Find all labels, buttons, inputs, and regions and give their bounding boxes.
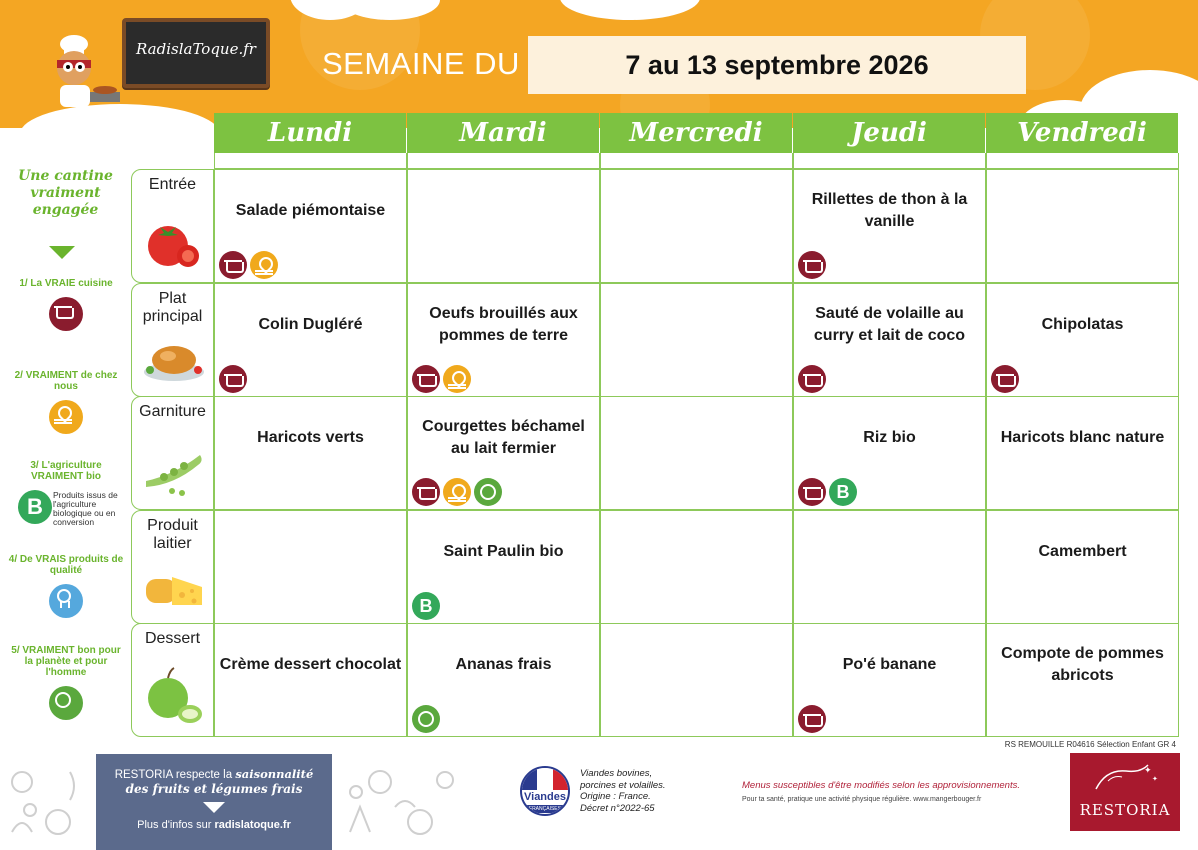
label-icons xyxy=(798,705,826,733)
menu-cell xyxy=(214,623,407,737)
menu-cell xyxy=(793,510,986,624)
local-tractor-icon xyxy=(250,251,278,279)
menu-cell xyxy=(793,396,986,510)
menu-cell xyxy=(407,510,600,624)
local-tractor-icon xyxy=(49,400,83,434)
bio-icon: B xyxy=(829,478,857,506)
logo-text: RadislaToque.fr xyxy=(136,40,256,58)
pot-icon xyxy=(219,251,247,279)
bio-icon: B xyxy=(18,490,52,524)
engagement-item-cuisine xyxy=(6,278,126,331)
menu-cell xyxy=(793,623,986,737)
engagement-label: 5/ VRAIMENT bon pour la planète et pour l'homme xyxy=(11,645,121,678)
menu-cell xyxy=(600,396,793,510)
dish-name: Compote de pommes abricots xyxy=(1001,645,1164,684)
day-header-4: Vendredi xyxy=(986,113,1178,153)
banner-text: RESTORIA respecte la xyxy=(114,769,233,781)
banner-text: Plus d'infos sur xyxy=(137,819,212,831)
day-subheader xyxy=(600,153,793,169)
category-label: Dessert xyxy=(144,630,201,647)
restoria-horse-icon xyxy=(1088,761,1162,793)
dish-name: Chipolatas xyxy=(1041,316,1124,333)
dish-name: Salade piémontaise xyxy=(235,202,386,219)
engagement-item-quality xyxy=(6,554,126,618)
local-tractor-icon xyxy=(443,365,471,393)
cheese-icon xyxy=(142,551,206,615)
menu-cell xyxy=(600,510,793,624)
dish-name: Riz bio xyxy=(863,429,916,446)
green-apple-icon xyxy=(142,664,206,728)
category-1 xyxy=(131,283,214,397)
label-icons xyxy=(991,365,1019,393)
label-icons xyxy=(798,251,826,279)
day-header-3: Jeudi xyxy=(793,113,985,153)
pot-icon xyxy=(798,478,826,506)
pot-icon xyxy=(991,365,1019,393)
vf-word: Viandes xyxy=(524,791,566,803)
pot-icon xyxy=(798,251,826,279)
menu-cell xyxy=(986,623,1179,737)
menu-cell xyxy=(600,283,793,397)
menu-cell xyxy=(214,169,407,283)
vf-line: Viandes bovines, xyxy=(580,768,653,779)
category-label: Entrée xyxy=(148,176,197,193)
banner-line-1 xyxy=(96,767,332,781)
local-tractor-icon xyxy=(443,478,471,506)
dish-name: Camembert xyxy=(1038,543,1127,560)
dish-name: Po'é banane xyxy=(842,656,937,673)
label-icons xyxy=(412,592,440,620)
viandes-francaises-logo xyxy=(520,766,570,816)
sidebar-title: Une cantine vraiment engagée xyxy=(18,168,113,218)
day-subheader xyxy=(214,153,407,169)
vf-line: porcines et volailles. xyxy=(580,779,666,791)
banner-emphasis: saisonnalité xyxy=(235,767,314,781)
svg-text:✦: ✦ xyxy=(1152,775,1158,783)
category-label: Garniture xyxy=(139,403,206,420)
engagement-label: 1/ La VRAIE cuisine xyxy=(19,278,113,289)
label-icons xyxy=(219,365,247,393)
bio-icon: B xyxy=(412,592,440,620)
sante-note: Pour ta santé, pratique une activité physique régulière. www.mangerbouger.fr xyxy=(742,796,982,803)
pot-icon xyxy=(412,478,440,506)
label-icons xyxy=(219,251,278,279)
engagement-label: 4/ De VRAIS produits de qualité xyxy=(8,554,124,576)
pot-icon xyxy=(412,365,440,393)
dish-name xyxy=(605,624,788,706)
pot-icon xyxy=(798,365,826,393)
down-arrow-icon xyxy=(203,802,225,813)
engagement-label: 3/ L'agriculture VRAIMENT bio xyxy=(30,460,102,482)
dish-name: Ananas frais xyxy=(455,656,552,673)
radislatoque-logo xyxy=(122,18,270,88)
menu-cell xyxy=(986,510,1179,624)
label-icons xyxy=(412,478,502,506)
pot-icon xyxy=(798,705,826,733)
dish-name xyxy=(605,170,788,252)
restoria-wordmark: RESTORIA xyxy=(1079,801,1171,819)
viandes-origin-text xyxy=(580,768,666,814)
menu-cell xyxy=(600,169,793,283)
menu-cell xyxy=(986,396,1179,510)
menu-cell xyxy=(407,169,600,283)
planet-icon xyxy=(49,686,83,720)
day-header-2: Mercredi xyxy=(600,113,792,153)
dish-name xyxy=(219,511,402,593)
day-header-1: Mardi xyxy=(407,113,599,153)
semaine-label: SEMAINE DU xyxy=(322,46,520,81)
label-icons xyxy=(412,705,440,733)
label-icons xyxy=(412,365,471,393)
menu-reference: RS REMOUILLE R04616 Sélection Enfant GR 4 xyxy=(1004,740,1176,749)
date-box xyxy=(528,36,1026,94)
category-0 xyxy=(131,169,214,283)
pot-icon xyxy=(49,297,83,331)
dish-name: Crème dessert chocolat xyxy=(219,656,402,673)
menu-cell xyxy=(793,169,986,283)
engagement-item-planet xyxy=(6,645,126,720)
menu-cell xyxy=(214,396,407,510)
day-header-0: Lundi xyxy=(214,113,406,153)
engagement-label: 2/ VRAIMENT de chez nous xyxy=(14,370,118,392)
planet-icon xyxy=(412,705,440,733)
menu-cell xyxy=(600,623,793,737)
dish-name: Haricots verts xyxy=(257,429,364,446)
vf-sub: FRANÇAISES xyxy=(522,805,568,813)
menu-cell xyxy=(407,396,600,510)
dish-name xyxy=(991,170,1174,252)
tomato-icon xyxy=(142,210,206,274)
label-icons xyxy=(798,365,826,393)
menus-note: Menus susceptibles d'être modifiés selon les approvisionnements. xyxy=(742,780,1020,791)
vf-line: Origine : France. xyxy=(580,791,651,802)
svg-text:✦: ✦ xyxy=(1144,766,1152,776)
quality-medal-icon xyxy=(49,584,83,618)
dish-name: Rillettes de thon à la vanille xyxy=(811,191,968,230)
category-3 xyxy=(131,510,214,624)
radislatoque-link[interactable]: radislatoque.fr xyxy=(214,819,291,831)
category-label: Plat principal xyxy=(142,290,203,325)
dish-name: Sauté de volaille au curry et lait de coco xyxy=(813,305,966,344)
roast-chicken-icon xyxy=(142,324,206,388)
dish-name xyxy=(605,511,788,593)
dish-name: Saint Paulin bio xyxy=(443,543,564,560)
menu-cell xyxy=(214,510,407,624)
day-subheader xyxy=(793,153,986,169)
menu-cell xyxy=(214,283,407,397)
chef-mascot-icon xyxy=(40,30,130,120)
day-subheader xyxy=(986,153,1179,169)
banner-line-2: des fruits et légumes frais xyxy=(125,782,303,796)
dish-name: Colin Dugléré xyxy=(258,316,363,333)
category-label: Produit laitier xyxy=(147,517,198,552)
dish-name xyxy=(605,397,788,479)
vf-line: Décret n°2022-65 xyxy=(580,802,655,814)
category-2 xyxy=(131,396,214,510)
dish-name xyxy=(412,170,595,252)
menu-cell xyxy=(407,283,600,397)
banner-line-3 xyxy=(96,819,332,831)
label-icons xyxy=(798,478,857,506)
dish-name xyxy=(798,511,981,593)
saisonnalite-banner xyxy=(96,754,332,850)
menu-cell xyxy=(407,623,600,737)
week-date-range: 7 au 13 septembre 2026 xyxy=(625,50,929,80)
engagement-item-local xyxy=(6,370,126,434)
menu-cell xyxy=(986,169,1179,283)
dish-name xyxy=(605,284,788,366)
category-4 xyxy=(131,623,214,737)
dish-name: Oeufs brouillés aux pommes de terre xyxy=(429,305,578,344)
pot-icon xyxy=(219,365,247,393)
green-peas-icon xyxy=(142,437,206,501)
down-arrow-icon xyxy=(49,246,75,259)
french-flag-icon xyxy=(522,768,568,790)
menu-cell xyxy=(793,283,986,397)
restoria-logo xyxy=(1070,753,1180,831)
menu-cell xyxy=(986,283,1179,397)
planet-icon xyxy=(474,478,502,506)
dish-name: Haricots blanc nature xyxy=(1000,429,1165,446)
dish-name: Courgettes béchamel au lait fermier xyxy=(422,418,585,457)
day-subheader xyxy=(407,153,600,169)
bio-note: Produits issus de l'agriculture biologique ou en conversion xyxy=(53,490,118,527)
engagement-sidebar xyxy=(0,150,130,740)
